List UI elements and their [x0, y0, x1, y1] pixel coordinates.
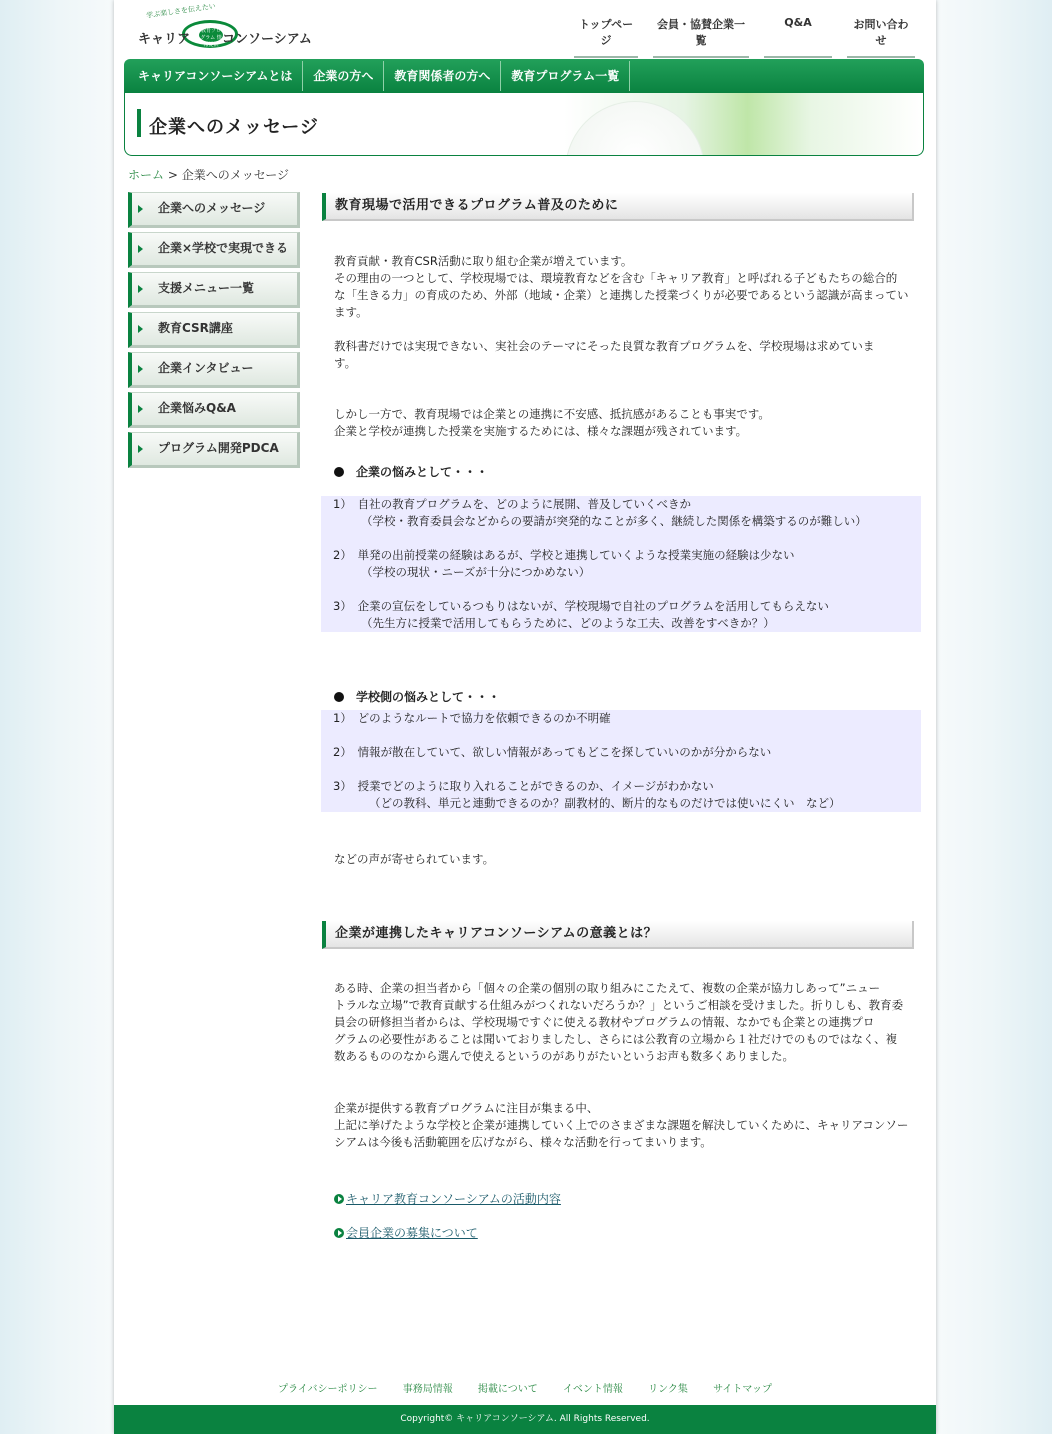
list-item [333, 710, 611, 727]
footer-link-sitemap[interactable]: サイトマップ [713, 1384, 772, 1395]
section-title-1: 教育現場で活用できるプログラム普及のために [322, 193, 914, 221]
arrow-circle-icon [334, 1228, 344, 1238]
footer-link-listing[interactable]: 掲載について [477, 1384, 538, 1395]
issue-line: 1） 自社の教育プログラムを、どのように展開、普及していくべきか [333, 497, 691, 511]
text-line: 企業が提供する教育プログラムに注目が集まる中、 [334, 1101, 599, 1115]
top-link-contact[interactable]: お問い合わせ [847, 14, 915, 58]
nav-companies[interactable]: 企業の方へ [303, 61, 384, 91]
bullet-icon [334, 467, 344, 477]
logo-tagline: 学ぶ楽しさを伝えたい [145, 2, 217, 20]
page-title-banner [124, 93, 924, 156]
arrow-right-icon [138, 445, 143, 453]
paragraph-5 [334, 1100, 916, 1151]
sidebar-item-interview[interactable] [128, 352, 300, 388]
text-line: ます。 [334, 305, 368, 319]
text-line: シアムは今後も活動範囲を広げながら、様々な活動を行ってまいります。 [334, 1135, 712, 1149]
page-title: 企業へのメッセージ [149, 117, 319, 138]
closing-text: などの声が寄せられています。 [334, 852, 495, 866]
arrow-right-icon [138, 245, 143, 253]
top-links [574, 14, 930, 58]
nav-programs[interactable]: 教育プログラム一覧 [501, 61, 630, 91]
list-item [333, 778, 841, 812]
arrow-circle-icon [334, 1194, 344, 1204]
sidebar-item-label: 教育CSR講座 [158, 321, 233, 335]
text-line: ある時、企業の担当者から「個々の企業の個別の取り組みにこたえて、複数の企業が協力しあって”ニュー [334, 981, 881, 995]
sidebar-item-label: 企業へのメッセージ [158, 201, 266, 215]
arrow-right-icon [138, 205, 143, 213]
bullet-icon [334, 692, 344, 702]
issue-line: 2） 情報が散在していて、欲しい情報があってもどこを探していいのかが分からない [333, 745, 772, 759]
breadcrumb-current: 企業へのメッセージ [181, 168, 289, 182]
logo-name-left: キャリア [138, 32, 191, 47]
top-link-qa[interactable]: Q&A [764, 14, 832, 58]
arrow-right-icon [138, 285, 143, 293]
link-recruit[interactable] [334, 1224, 478, 1241]
paragraph-2 [334, 338, 916, 372]
global-nav [124, 59, 924, 93]
issue-line: 3） 授業でどのように取り入れることができるのか、イメージがわかない [333, 779, 714, 793]
school-issues-box [321, 710, 921, 812]
company-issues-box [321, 496, 921, 632]
bullet-label: 学校側の悩みとして・・・ [356, 690, 501, 704]
issue-line: 2） 単発の出前授業の経験はあるが、学校と連携していくような授業実施の経験は少ない [333, 548, 795, 562]
list-item [333, 598, 829, 632]
text-line: 企業と学校が連携した授業を実施するためには、様々な課題が残されています。 [334, 424, 748, 438]
breadcrumb-home[interactable]: ホーム [128, 168, 165, 182]
text-line: グラムの必要性があることは聞いておりましたし、さらには公教育の立場から１社だけでのものではなく、複 [334, 1032, 898, 1046]
banner-decoration [565, 101, 705, 156]
nav-educators[interactable]: 教育関係者の方へ [384, 61, 501, 91]
bullet-label: 企業の悩みとして・・・ [356, 465, 489, 479]
sidebar-item-label: 企業インタビュー [158, 361, 254, 375]
issue-detail: （先生方に授業で活用してもらうために、どのような工夫、改善をすべきか？） [361, 616, 775, 630]
footer-link-links[interactable]: リンク集 [648, 1384, 688, 1395]
breadcrumb [128, 166, 289, 183]
list-item [333, 744, 771, 761]
sidebar-item-pdca[interactable] [128, 432, 300, 468]
paragraph-3 [334, 406, 916, 440]
link-label: キャリア教育コンソーシアムの活動内容 [346, 1192, 561, 1206]
text-line: す。 [334, 356, 357, 370]
sidebar-item-possibilities[interactable] [128, 232, 300, 268]
arrow-right-icon [138, 365, 143, 373]
top-link-home[interactable]: トップページ [574, 14, 638, 58]
breadcrumb-separator: > [164, 168, 182, 182]
text-line: 教育貢献・教育CSR活動に取り組む企業が増えています。 [334, 254, 633, 268]
sidebar-item-message[interactable] [128, 192, 300, 228]
footer-copyright: Copyright© キャリアコンソーシアム. All Rights Reserved. [114, 1405, 936, 1434]
top-link-members[interactable]: 会員・協賛企業一覧 [653, 14, 749, 58]
sidebar [128, 192, 300, 472]
sidebar-item-support-menu[interactable] [128, 272, 300, 308]
sidebar-item-label: 企業×学校で実現できる [158, 241, 289, 255]
list-item [333, 547, 795, 581]
page [114, 0, 936, 1434]
text-line: トラルな立場”で教育貢献する仕組みがつくれないだろうか？」というご相談を受けました。折りしも、教育委 [334, 998, 904, 1012]
title-accent-bar [137, 109, 141, 137]
section-title-2: 企業が連携したキャリアコンソーシアムの意義とは？ [322, 921, 914, 949]
text-line: な「生きる力」の育成のため、外部（地域・企業）と連携した授業づくりが必要であるという認識が高まってい [334, 288, 909, 302]
text-line: 上記に挙げたような学校と企業が連携していく上でのさまざまな課題を解決していくために、キャリアコンソー [334, 1118, 909, 1132]
arrow-right-icon [138, 325, 143, 333]
issue-detail: （学校の現状・ニーズが十分につかめない） [361, 565, 591, 579]
text-line: しかし一方で、教育現場では企業との連携に不安感、抵抗感があることも事実です。 [334, 407, 770, 421]
sidebar-item-label: プログラム開発PDCA [158, 441, 279, 455]
site-logo[interactable] [138, 2, 312, 50]
footer-links [114, 1380, 936, 1395]
paragraph-1 [334, 253, 916, 321]
issue-detail: （学校・教育委員会などからの要請が突発的なことが多く、継続した関係を構築するのが難しい） [361, 514, 867, 528]
footer-link-events[interactable]: イベント情報 [562, 1384, 623, 1395]
link-activities[interactable] [334, 1190, 561, 1207]
footer-link-privacy[interactable]: プライバシーポリシー [278, 1384, 378, 1395]
logo-name-right: コンソーシアム [222, 32, 312, 47]
text-line: 教科書だけでは実現できない、実社会のテーマにそった良質な教育プログラムを、学校現場は求めていま [334, 339, 875, 353]
sidebar-item-csr-course[interactable] [128, 312, 300, 348]
logo-center: 教育プログラム 情報提供 [200, 28, 222, 48]
nav-about[interactable]: キャリアコンソーシアムとは [128, 61, 303, 91]
issue-line: 3） 企業の宣伝をしているつもりはないが、学校現場で自社のプログラムを活用してもらえない [333, 599, 829, 613]
arrow-right-icon [138, 405, 143, 413]
link-label: 会員企業の募集について [346, 1226, 478, 1240]
issue-detail: （どの教科、単元と連動できるのか？副教材的、断片的なものだけでは使いにくい など） [369, 796, 841, 810]
list-item [333, 496, 867, 530]
bullet-company-issues [334, 463, 488, 480]
issue-line: 1） どのようなルートで協力を依頼できるのか不明確 [333, 711, 611, 725]
paragraph-4 [334, 980, 916, 1065]
sidebar-item-label: 支援メニュー一覧 [158, 281, 255, 295]
sidebar-item-faq[interactable] [128, 392, 300, 428]
text-line: その理由の一つとして、学校現場では、環境教育などを含む「キャリア教育」と呼ばれる子どもたちの総合的 [334, 271, 898, 285]
bullet-school-issues [334, 688, 500, 705]
text-line: 員会の研修担当者からは、学校現場ですぐに使える教材やプログラムの情報、なかでも企業との連携プロ [334, 1015, 875, 1029]
text-line: 数あるもののなから選んで使えるというのがありがたいというお声も数多くありました。 [334, 1049, 794, 1063]
footer-link-office[interactable]: 事務局情報 [402, 1384, 453, 1395]
sidebar-item-label: 企業悩みQ&A [158, 401, 236, 415]
